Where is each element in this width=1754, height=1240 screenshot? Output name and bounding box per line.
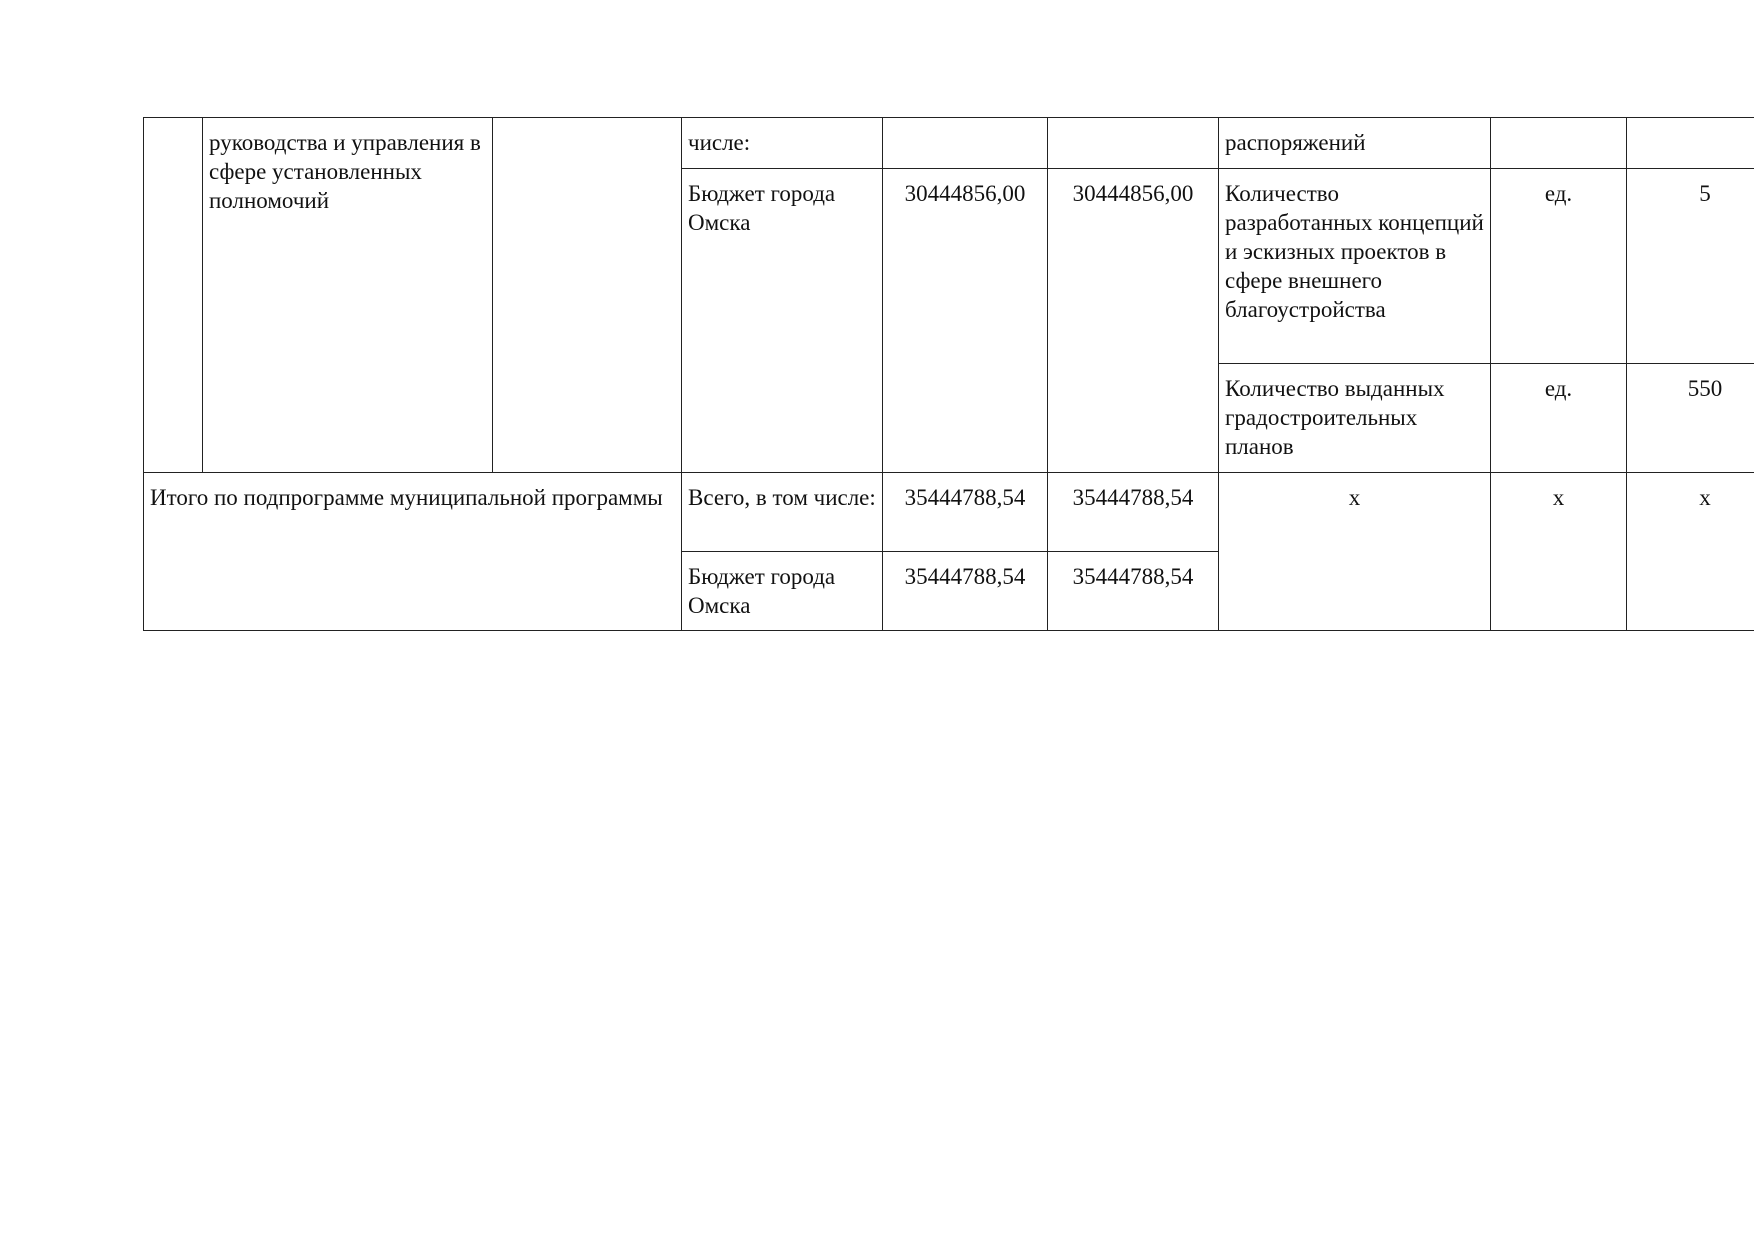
- amount-cell: 30444856,00: [1048, 169, 1219, 473]
- unit-cell: ед.: [1491, 169, 1627, 364]
- value-cell: [1627, 118, 1754, 169]
- amount-cell: 35444788,54: [883, 552, 1048, 631]
- table-row: [144, 473, 1754, 552]
- indicator-cell: Количество разработанных концепций и эскизных проектов в сфере внешнего благоустройства: [1219, 169, 1491, 364]
- value-cell: 5: [1627, 169, 1754, 364]
- value-cell: 550: [1627, 364, 1754, 473]
- program-table: [143, 117, 1754, 631]
- funding-source-cell: Бюджет города Омска: [682, 552, 883, 631]
- indicator-cell: Количество выданных градостроительных планов: [1219, 364, 1491, 473]
- table-row: [144, 118, 1754, 169]
- amount-cell: 35444788,54: [1048, 552, 1219, 631]
- value-cell: х: [1627, 473, 1754, 631]
- unit-cell: ед.: [1491, 364, 1627, 473]
- unit-cell: х: [1491, 473, 1627, 631]
- unit-cell: [1491, 118, 1627, 169]
- description-cell: руководства и управления в сфере установленных полномочий: [203, 118, 493, 473]
- funding-source-cell: Всего, в том числе:: [682, 473, 883, 552]
- total-label-cell: Итого по подпрограмме муниципальной программы: [144, 473, 682, 631]
- funding-source-cell: числе:: [682, 118, 883, 169]
- amount-cell: 35444788,54: [1048, 473, 1219, 552]
- amount-cell: [1048, 118, 1219, 169]
- number-cell: [144, 118, 203, 473]
- amount-cell: 35444788,54: [883, 473, 1048, 552]
- executor-cell: [493, 118, 682, 473]
- amount-cell: 30444856,00: [883, 169, 1048, 473]
- indicator-cell: х: [1219, 473, 1491, 631]
- funding-source-cell: Бюджет города Омска: [682, 169, 883, 473]
- amount-cell: [883, 118, 1048, 169]
- indicator-cell: распоряжений: [1219, 118, 1491, 169]
